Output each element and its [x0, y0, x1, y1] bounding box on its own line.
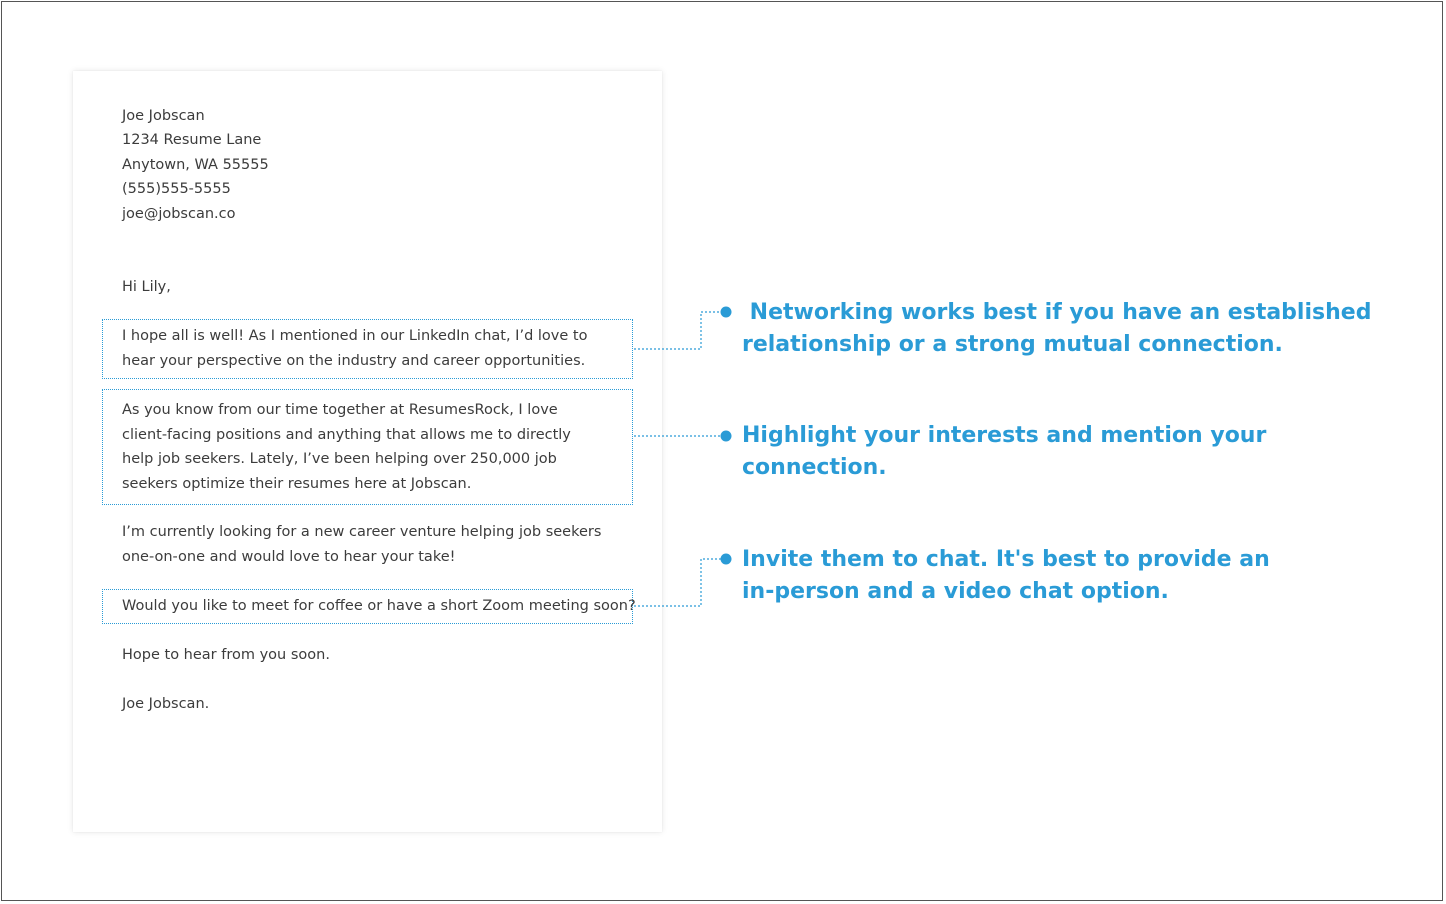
callout-highlight-interests: Highlight your interests and mention your connection. [742, 423, 1267, 480]
callout-dot-3 [721, 554, 732, 565]
callout-networking: Networking works best if you have an established relationship or a strong mutual connection. [742, 300, 1380, 357]
sender-email: joe@jobscan.co [122, 206, 236, 222]
sender-street: 1234 Resume Lane [122, 132, 262, 148]
callout-invite-chat: Invite them to chat. It's best to provide an in-person and a video chat option. [742, 547, 1270, 604]
sender-city: Anytown, WA 55555 [122, 157, 269, 173]
paragraph-intro: I hope all is well! As I mentioned in our LinkedIn chat, I’d love to hear your perspective on the industry and career opportunities. [122, 328, 588, 369]
connector-3 [634, 559, 726, 606]
paragraph-connection: As you know from our time together at ResumesRock, I love client-facing positions and anything that allows me to directly help job seekers. Lately, I’ve been helping over 250,000 job seekers optimize their resumes here at Jobscan. [122, 402, 571, 492]
callout-dot-2 [721, 431, 732, 442]
signature: Joe Jobscan. [122, 696, 210, 712]
connector-1 [634, 312, 726, 349]
greeting: Hi Lily, [122, 279, 171, 295]
paragraph-goal: I’m currently looking for a new career venture helping job seekers one-on-one and would love to hear your take! [122, 524, 602, 565]
sender-name: Joe Jobscan [122, 108, 205, 124]
paragraph-ask: Would you like to meet for coffee or have a short Zoom meeting soon? [122, 598, 636, 614]
closing: Hope to hear from you soon. [122, 647, 330, 663]
callout-dot-1 [721, 307, 732, 318]
sender-phone: (555)555-5555 [122, 181, 231, 197]
